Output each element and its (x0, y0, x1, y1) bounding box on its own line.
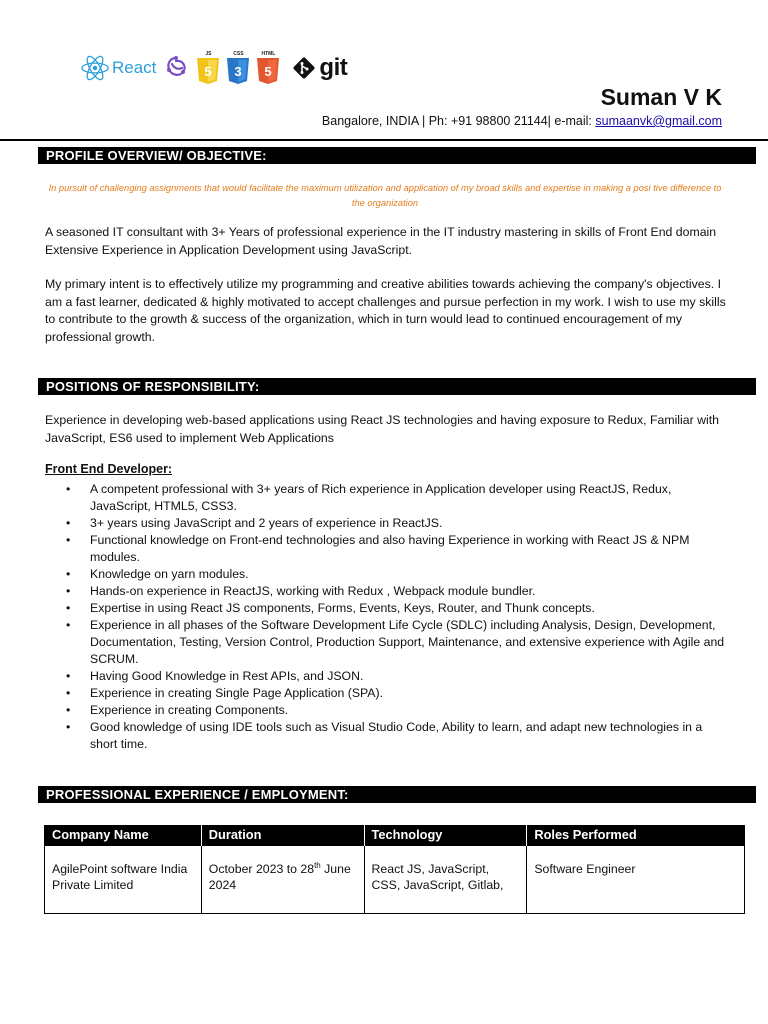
git-label: git (319, 54, 348, 81)
cell-technology: React JS, JavaScript, CSS, JavaScript, Gitlab, (364, 845, 527, 913)
list-item: • Having Good Knowledge in Rest APIs, and JSON. (62, 668, 732, 685)
duration-start: October 2023 to 28 (208, 861, 315, 876)
css3-shield-icon (226, 57, 250, 85)
react-logo (80, 53, 156, 83)
svg-text:3: 3 (234, 64, 243, 79)
profile-paragraph-1: A seasoned IT consultant with 3+ Years of professional experience in the IT industry mastering in skills of Front End domain Extensive Experience in Application Development using JavaScript. (45, 225, 717, 257)
responsibility-list (62, 481, 732, 753)
list-item: • Good knowledge of using IDE tools such as Visual Studio Code, Ability to learn, and adapt new technologies in a short time. (62, 719, 732, 753)
cell-company: AgilePoint software India Private Limited (45, 845, 202, 913)
positions-intro: Experience in developing web-based applications using React JS technologies and having exposure to Redux, Familiar with JavaScript, ES6 used to implement Web Applications (45, 413, 719, 445)
section-heading-positions: POSITIONS OF RESPONSIBILITY: (38, 378, 756, 395)
role-subheading: Front End Developer: (45, 462, 173, 476)
css-badge (226, 51, 250, 85)
header-divider (0, 139, 768, 141)
cell-duration (201, 845, 364, 913)
column-header-roles: Roles Performed (527, 825, 745, 845)
javascript-shield-icon (196, 57, 220, 85)
html5-shield-icon (256, 57, 280, 85)
react-label: React (112, 58, 157, 77)
list-item: • Experience in all phases of the Software Development Life Cycle (SDLC) including Analysis, Design, Development, Documentation, Testing, Version Control, Production Support, Maintenance, and extensive experience with Agile and SCRUM. (62, 617, 732, 668)
git-icon (292, 56, 316, 80)
candidate-name: Suman V K (600, 84, 722, 110)
list-item: • Hands-on experience in ReactJS, working with Redux , Webpack module bundler. (62, 583, 732, 600)
contact-line (322, 114, 722, 128)
list-item: • A competent professional with 3+ years of Rich experience in Application developer using ReactJS, Redux, JavaScript, HTML5, CSS3. (62, 481, 732, 515)
duration-ordinal: th (314, 860, 321, 870)
column-header-technology: Technology (364, 825, 527, 845)
duration-end: June 2024 (208, 861, 351, 892)
objective-statement: In pursuit of challenging assignments that would facilitate the maximum utilization and application of my broad skills and expertise in making a posi tive difference to the organization (48, 183, 722, 208)
tech-logos (80, 48, 347, 88)
contact-text: Bangalore, INDIA | Ph: +91 98800 21144| e-mail: (321, 114, 596, 128)
table-header-row (45, 825, 745, 845)
section-heading-employment: PROFESSIONAL EXPERIENCE / EMPLOYMENT: (38, 786, 756, 803)
list-item: • Experience in creating Components. (62, 702, 732, 719)
svg-text:5: 5 (204, 64, 213, 79)
employment-table (44, 825, 745, 914)
git-logo (292, 56, 347, 80)
table-row (45, 845, 745, 913)
cell-role: Software Engineer (527, 845, 745, 913)
column-header-duration: Duration (201, 825, 364, 845)
list-item: • Knowledge on yarn modules. (62, 566, 732, 583)
react-icon (80, 53, 110, 83)
section-heading-profile: PROFILE OVERVIEW/ OBJECTIVE: (38, 147, 756, 164)
list-item: • Experience in creating Single Page Application (SPA). (62, 685, 732, 702)
list-item: • Expertise in using React JS components, Forms, Events, Keys, Router, and Thunk concepts. (62, 600, 732, 617)
redux-icon (162, 54, 190, 82)
list-item: • 3+ years using JavaScript and 2 years of experience in ReactJS. (62, 515, 732, 532)
profile-paragraph-2: My primary intent is to effectively utilize my programming and creative abilities towards achieving the company's objectives. I am a fast learner, dedicated & highly motivated to accept challenges and pursue perfection in my work. I wish to use my skills to contribute to the growth & success of the organization, which in turn would lead to continued encouragement of my professional growth. (45, 277, 726, 344)
js-badge (196, 51, 220, 85)
html-badge (256, 51, 280, 85)
list-item: • Functional knowledge on Front-end technologies and also having Experience in working with React JS & NPM modules. (62, 532, 732, 566)
js-badge-label: JS (205, 51, 212, 57)
css-badge-label: CSS (233, 51, 244, 57)
html-badge-label: HTML (261, 51, 276, 57)
column-header-company: Company Name (45, 825, 202, 845)
email-link[interactable]: sumaanvk@gmail.com (595, 114, 722, 128)
svg-text:5: 5 (264, 64, 273, 79)
